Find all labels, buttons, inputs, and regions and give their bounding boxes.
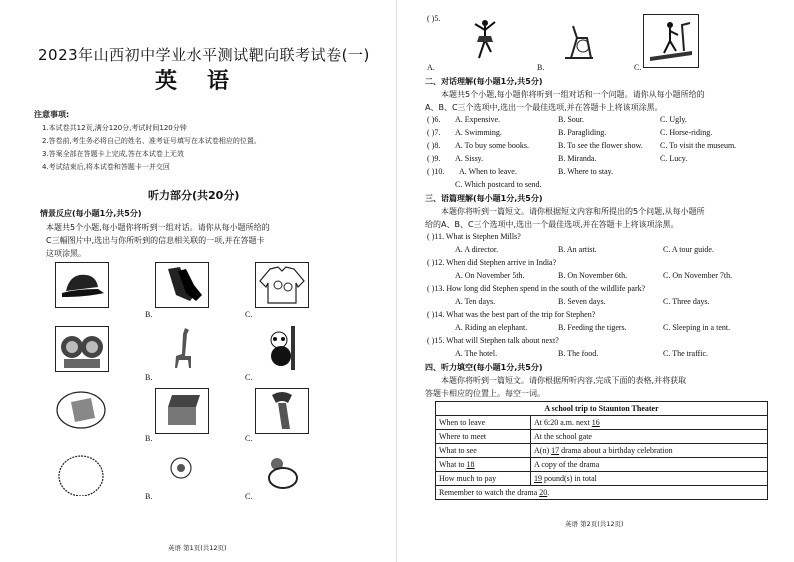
q10-option-a: A. When to leave. <box>459 167 517 176</box>
q14-option-a: A. Riding an elephant. <box>455 323 528 332</box>
listening-section-title: 听力部分(共20分) <box>148 189 240 202</box>
q6-option-a: A. Expensive. <box>455 115 501 124</box>
option-b-label: B. <box>145 373 153 382</box>
q5-option-b-label: B. <box>537 63 545 72</box>
q9-number: ( )9. <box>427 154 441 163</box>
note-item: 1.本试卷共12页,满分120分,考试时间120分钟 <box>42 124 187 132</box>
option-c-label: C. <box>245 492 253 501</box>
option-c-label: C. <box>245 373 253 382</box>
q11-option-b: B. An artist. <box>558 245 597 254</box>
note-item: 3.答案全部在答题卡上完成,答在本试卷上无效 <box>42 150 184 158</box>
table-key <box>436 458 531 472</box>
q7-option-a: A. Swimming. <box>455 128 502 137</box>
option-c-label: C. <box>245 434 253 443</box>
q6-option-c: C. Ugly. <box>660 115 687 124</box>
option-b-label: B. <box>145 310 153 319</box>
q5-option-a-label: A. <box>427 63 435 72</box>
q5-option-c-label: C. <box>634 63 642 72</box>
part4-desc: 本题你将听到一篇短文。请你根据所听内容,完成下面的表格,并将获取 <box>441 376 687 385</box>
exam-title: 2023年山西初中学业水平测试靶向联考试卷(一) <box>38 46 370 64</box>
treadmill-picture <box>643 14 699 68</box>
q12-option-c: C. On November 7th. <box>663 271 733 280</box>
part1-desc: 本题共5个小题,每小题你将听到一组对话。请你从每小题所给的 <box>46 223 270 232</box>
q15-option-a: A. The hotel. <box>455 349 498 358</box>
q9-option-c: C. Lucy. <box>660 154 688 163</box>
q11-option-a: A. A director. <box>455 245 499 254</box>
q10-option-c: C. Which postcard to send. <box>455 180 542 189</box>
q10-number: ( )10. <box>427 167 445 176</box>
gloves-picture <box>155 262 209 308</box>
q8-number: ( )8. <box>427 141 441 150</box>
part3-title: 三、语篇理解(每小题1分,共5分) <box>425 194 543 203</box>
table-caption-row <box>436 402 768 416</box>
note-item: 2.答卷前,考生务必将自己的姓名、准考证号填写在本试卷相应的位置。 <box>42 137 261 145</box>
q15-option-c: C. The traffic. <box>663 349 709 358</box>
exercise-bike-picture <box>557 18 601 64</box>
q12-option-b: B. On November 6th. <box>558 271 628 280</box>
table-row <box>436 458 768 472</box>
panda-picture <box>255 326 307 370</box>
giraffe-picture <box>155 326 207 370</box>
blank-17[interactable]: 17 <box>551 446 560 455</box>
q9-option-a: A. Sissy. <box>455 154 484 163</box>
q11-option-c: C. A tour guide. <box>663 245 714 254</box>
blank-19[interactable]: 19 <box>534 474 542 483</box>
fill-in-table <box>435 401 768 500</box>
table-key: What to see <box>436 444 531 458</box>
oval-frame-picture <box>55 452 107 496</box>
dancer-picture <box>465 18 505 64</box>
table-last-row <box>436 486 768 500</box>
q14-question: ( )14. What was the best part of the trip for Stephen? <box>427 310 596 319</box>
part2-desc: 本题共5个小题,每小题你将听到一组对话和一个问题。请你从每小题所给的 <box>441 90 705 99</box>
q5-number: ( )5. <box>427 14 441 23</box>
q13-option-b: B. Seven days. <box>558 297 606 306</box>
q6-number: ( )6. <box>427 115 441 124</box>
notes-heading: 注意事项: <box>34 110 70 119</box>
blank-20[interactable]: 20 <box>539 488 548 497</box>
blank-18[interactable]: 18 <box>466 460 475 469</box>
part3-desc: 本题你将听到一篇短文。请你根据短文内容和所提出的5个问题,从每小题所 <box>441 207 705 216</box>
part4-title: 四、听力填空(每小题1分,共5分) <box>425 363 543 372</box>
q10-option-b: B. Where to stay. <box>558 167 614 176</box>
part4-desc: 答题卡相应的位置上。每空一词。 <box>425 389 545 398</box>
value-text: pound(s) in total <box>542 474 597 483</box>
part2-title: 二、对话理解(每小题1分,共5分) <box>425 77 543 86</box>
q15-question: ( )15. What will Stephen talk about next? <box>427 336 559 345</box>
q7-option-c: C. Horse-riding. <box>660 128 713 137</box>
table-value <box>531 444 768 458</box>
q8-option-c: C. To visit the museum. <box>660 141 737 150</box>
q9-option-b: B. Miranda. <box>558 154 597 163</box>
value-text: At 6:20 a.m. next <box>534 418 592 427</box>
table-row <box>436 430 768 444</box>
part1-desc: 这项涂黑。 <box>46 249 86 258</box>
brooch-picture <box>155 452 207 496</box>
q12-question: ( )12. When did Stephen arrive in India? <box>427 258 557 267</box>
blank-16[interactable]: 16 <box>591 418 600 427</box>
key-text: What to <box>439 460 467 469</box>
table-value: A copy of the drama <box>531 458 768 472</box>
table-row <box>436 444 768 458</box>
table-value <box>531 472 768 486</box>
part1-desc: C三幅图片中,选出与你所听到的信息相关联的一项,并在答题卡 <box>46 236 265 245</box>
scarf-picture <box>255 388 309 434</box>
option-c-label: C. <box>245 310 253 319</box>
chest-picture <box>155 388 209 434</box>
table-caption: A school trip to Staunton Theater <box>436 402 768 416</box>
q13-question: ( )13. How long did Stephen spend in the south of the wildlife park? <box>427 284 646 293</box>
q13-option-a: A. Ten days. <box>455 297 496 306</box>
page-footer: 英语 第1页(共12页) <box>168 544 227 552</box>
ring-picture <box>255 452 307 496</box>
q8-option-a: A. To buy some books. <box>455 141 529 150</box>
part2-desc: A、B、C三个选项中,选出一个最佳选项,并在答题卡上将该项涂黑。 <box>425 103 663 112</box>
lions-picture <box>55 326 109 372</box>
note-item: 4.考试结束后,将本试卷和答题卡一并交回 <box>42 163 170 171</box>
value-text: drama about a birthday celebration <box>559 446 673 455</box>
option-b-label: B. <box>145 492 153 501</box>
cap-picture <box>55 262 109 308</box>
table-value: At the school gate <box>531 430 768 444</box>
q14-option-b: B. Feeding the tigers. <box>558 323 627 332</box>
table-key: How much to pay <box>436 472 531 486</box>
table-row <box>436 416 768 430</box>
table-key: When to leave <box>436 416 531 430</box>
table-row <box>436 472 768 486</box>
q8-option-b: B. To see the flower show. <box>558 141 643 150</box>
value-text: . <box>547 488 550 497</box>
q15-option-b: B. The food. <box>558 349 599 358</box>
option-b-label: B. <box>145 434 153 443</box>
q12-option-a: A. On November 5th. <box>455 271 525 280</box>
q14-option-c: C. Sleeping in a tent. <box>663 323 731 332</box>
part1-title: 情景反应(每小题1分,共5分) <box>40 209 142 218</box>
subject-title: 英语 <box>155 69 260 94</box>
q6-option-b: B. Sour. <box>558 115 585 124</box>
q11-question: ( )11. What is Stephen Mills? <box>427 232 521 241</box>
value-text: Remember to watch the drama <box>439 488 540 497</box>
table-key: Where to meet <box>436 430 531 444</box>
q7-option-b: B. Paragliding. <box>558 128 607 137</box>
q7-number: ( )7. <box>427 128 441 137</box>
page-footer: 英语 第2页(共12页) <box>565 520 624 528</box>
value-text: A(n) <box>534 446 552 455</box>
table-value <box>531 416 768 430</box>
sweater-picture <box>255 262 309 308</box>
table-row <box>436 486 768 500</box>
part3-desc: 给的A、B、C三个选项中,选出一个最佳选项,并在答题卡上将该项涂黑。 <box>425 220 679 229</box>
q13-option-c: C. Three days. <box>663 297 710 306</box>
hat-picture <box>55 388 107 432</box>
